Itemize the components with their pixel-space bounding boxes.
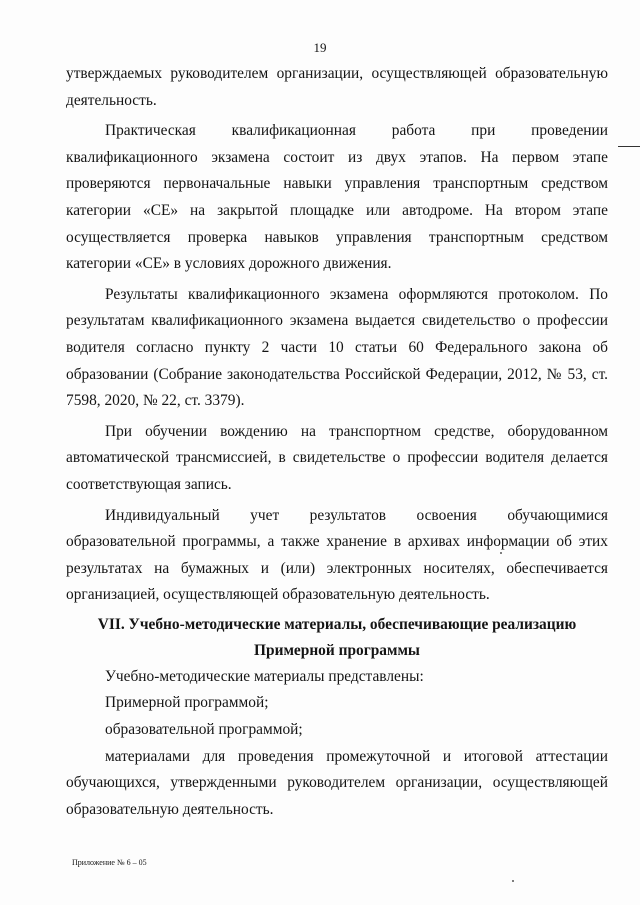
section-heading-line1: VII. Учебно-методические материалы, обеспечивающие реализацию — [97, 615, 577, 633]
scan-speck — [512, 880, 514, 882]
list-item: образовательной программой; — [105, 721, 303, 739]
list-item: Примерной программой; — [105, 694, 269, 712]
list-intro: Учебно-методические материалы представлены: — [105, 667, 424, 685]
paragraph-continued: утверждаемых руководителем организации, осуществляющей образовательную деятельность. — [66, 65, 608, 109]
paragraph-practical-work: Практическая квалификационная работа при проведении квалификационного экзамена состоит из двух этапов. На первом этапе проверяются первоначальные навыки управления транспортным средством категории «СЕ» на закрытой площадке или автодроме. На втором этапе осуществляется проверка навыков управления транспортным средством категории «СЕ» в условиях дорожного движения. — [66, 122, 608, 273]
section-heading-line2: Примерной программы — [254, 641, 420, 659]
paragraph-exam-results: Результаты квалификационного экзамена оформляются протоколом. По результатам квалификационного экзамена выдается свидетельство о профессии водителя согласно пункту 2 части 10 статьи 60 Федерального закона об образовании (Собрание законодательства Российской Федерации, 2012, № 53, ст. 7598, 2020, № 22, ст. 3379). — [66, 285, 608, 410]
document-body — [66, 61, 608, 823]
list-item: материалами для проведения промежуточной и итоговой аттестации обучающихся, утвержденными руководителем организации, осуществляющей образовательную деятельность. — [66, 747, 608, 818]
footer-appendix-label: Приложение № 6 – 05 — [72, 858, 147, 867]
paragraph-automatic-transmission: При обучении вождению на транспортном средстве, оборудованном автоматической трансмиссией, в свидетельстве о профессии водителя делается соответствующая запись. — [66, 422, 608, 493]
scan-edge-mark — [618, 146, 640, 147]
section-heading — [66, 612, 608, 664]
paragraph-individual-record: Индивидуальный учет результатов освоения обучающимися образовательной программы, а также хранение в архивах информации об этих результатах на бумажных и (или) электронных носителях, обеспечивается организацией, осуществляющей образовательную деятельность. — [66, 506, 608, 604]
page-number: 19 — [313, 40, 327, 55]
